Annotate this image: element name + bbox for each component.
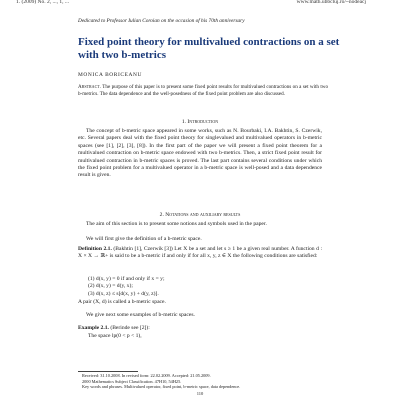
- introduction-paragraph: The concept of b-metric space appeared in some works, such as N. Bourbaki, I.A. Bakhtin, S. Czerwik, etc. Several papers deal with the fixed point theory for singlevalued and multivalued operators in b-metric spaces (see [1], [2], [3], [8]). In the first part of the paper we will present a fixed point theorem for a multivalued contraction on b-metric space endowed with two b-metrics. Then, a strict fixed point result for multivalued contraction in b-metric spaces is proved. The last part contains several conditions under which the fixed point problem for a multivalued operator in a b-metric space is well-posed and a data dependence result is given.: [78, 128, 322, 179]
- definition-intro: We will first give the definition of a b-metric space.: [86, 236, 202, 242]
- author-name: MONICA BORICEANU: [78, 72, 142, 78]
- running-header: [16, 0, 386, 8]
- example-2-1: [78, 325, 322, 332]
- definition-2-1: [78, 246, 322, 261]
- footnote-classification: 2000 Mathematics Subject Classification. 47H10, 54H25.: [82, 378, 182, 384]
- pair-definition: A pair (X, d) is called a b-metric space.: [78, 299, 166, 305]
- section-heading-introduction: 1. Introduction: [181, 119, 219, 125]
- dedication: Dedicated to Professor Iulian Coroian on the occasion of his 70th anniversary: [78, 18, 245, 24]
- abstract-lead: Abstract.: [78, 84, 101, 90]
- footnotes: [82, 373, 332, 390]
- abstract: [78, 84, 328, 97]
- condition-list: [88, 276, 288, 298]
- paper-title: Fixed point theory for multivalued contractions on a set with two b-metrics: [78, 36, 340, 61]
- page-number: 110: [196, 391, 204, 396]
- example-text: (Berinde see [2]):: [110, 325, 150, 331]
- example-line: The space lp(0 < p < 1),: [88, 333, 142, 339]
- condition-item: (1) d(x, y) = 0 if and only if x = y;: [88, 276, 165, 282]
- footnote-received: Received: 31.10.2008. In revised form: 22.02.2009. Accepted: 21.05.2009.: [82, 373, 211, 378]
- condition-item: (3) d(x, z) ≤ s[d(x, y) + d(y, z)].: [88, 290, 159, 297]
- notations-paragraph: The aim of this section is to present some notions and symbols used in the paper.: [86, 221, 267, 227]
- definition-text: (Bakhtin [1], Czerwik [3]) Let X be a set and let s ≥ 1 be a given real number. A function d : X × X → ℝ+ is said to be a b-metric if and only if for all x, y, z ∈ X the following conditions are satisfied:: [78, 246, 322, 260]
- footnote-keywords: Key words and phrases. Multivalued operator, fixed point, b-metric space, data dependence.: [82, 384, 241, 390]
- footnote-divider: [78, 371, 138, 372]
- definition-label: Definition 2.1.: [78, 246, 112, 252]
- running-header-right: www.math.ubbcluj.ro/~nodeacj: [296, 0, 366, 5]
- abstract-text: The purpose of this paper is to present some fixed point results for multivalued contractions on a set with two b-metrics. The data dependence and the well-posedness of the fixed point problem are also discussed.: [78, 84, 328, 97]
- examples-intro: We give next some examples of b-metric spaces.: [86, 312, 195, 318]
- running-header-left: 1. (2009) No. 2, ..., 1, ...: [16, 0, 70, 5]
- example-label: Example 2.1.: [78, 325, 109, 331]
- section-heading-notations: 2. Notations and auxiliary results: [159, 212, 241, 218]
- condition-item: (2) d(x, y) = d(y, x);: [88, 283, 133, 290]
